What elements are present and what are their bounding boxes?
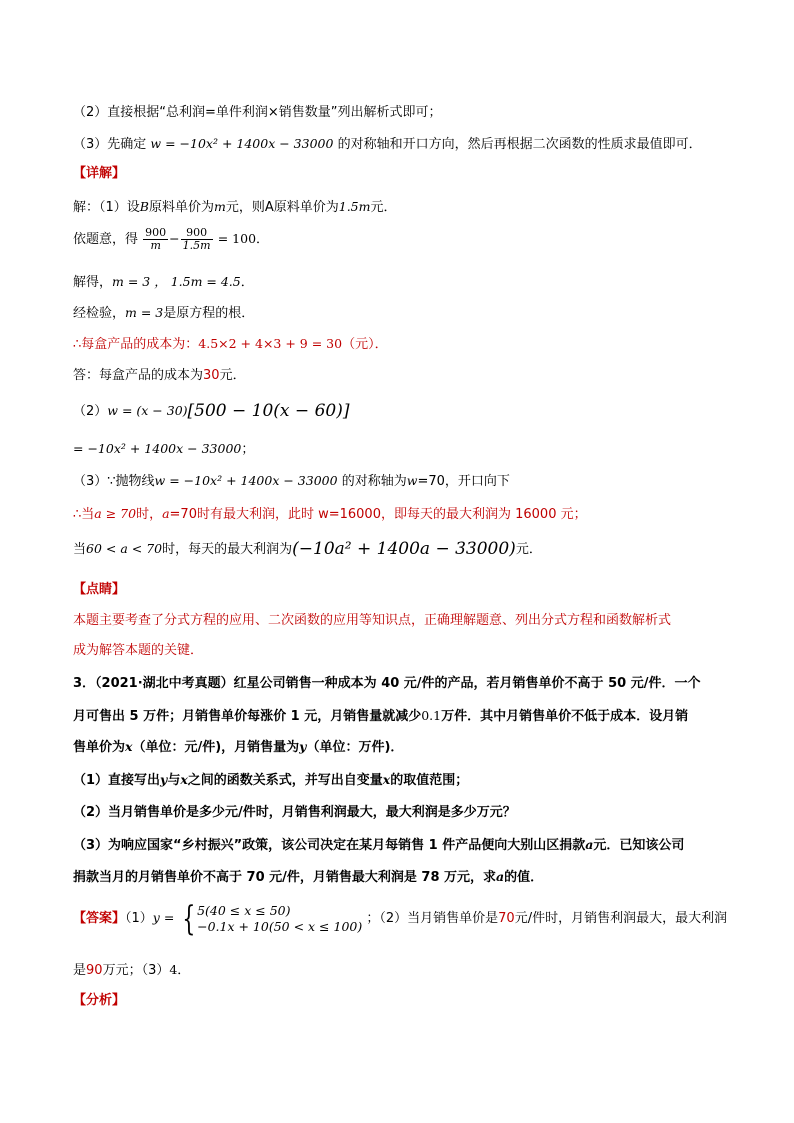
text: 元．	[219, 368, 246, 383]
text: 万元；（3）	[102, 963, 170, 978]
var: y	[160, 772, 168, 787]
text: （1）直接写出	[73, 773, 161, 788]
formula: = −10x² + 1400x − 33000	[73, 441, 242, 456]
text: ∴每盒产品的成本为：	[73, 337, 199, 352]
value: 70	[498, 911, 515, 926]
section-heading-answer: 【答案】	[73, 911, 126, 926]
text: 解：（1）设	[73, 200, 140, 215]
denominator: m	[150, 239, 161, 252]
section-heading-point: 【点睛】	[73, 582, 126, 597]
formula: [500 − 10(x − 60)]	[187, 401, 350, 421]
w-expanded-line	[73, 440, 254, 459]
section-heading-detail: 【详解】	[73, 166, 126, 181]
text: （1）	[125, 911, 153, 926]
section-heading-analysis: 【分析】	[73, 993, 126, 1008]
formula: w = −10x² + 1400x − 33000	[150, 136, 334, 151]
text: （3）∵抛物线	[73, 474, 155, 489]
formula: = 100	[217, 231, 257, 246]
question-3-sub3-line-2	[73, 868, 543, 887]
value: 90	[86, 963, 103, 978]
var: 1.5m	[338, 199, 371, 214]
summary-line-1: 本题主要考查了分式方程的应用、二次函数的应用等知识点，正确理解题意、列出分式方程和函数解析式	[73, 613, 672, 628]
text: 是原方程的根．	[163, 306, 255, 321]
text: 是	[73, 963, 87, 978]
text: ．	[177, 963, 191, 978]
question-3-sub2: （2）当月销售单价是多少元/件时，月销售利润最大，最大利润是多少万元？	[73, 805, 516, 820]
text: 元．已知该公司	[593, 838, 685, 853]
question-3-sub1	[73, 771, 468, 790]
formula: 4.5×2 + 4×3 + 9 = 30	[198, 336, 343, 351]
formula: y =	[152, 910, 175, 925]
var: a	[496, 869, 505, 884]
text: 之间的函数关系式，并写出自变量	[187, 773, 383, 788]
case-line-1	[73, 505, 587, 524]
parabola-line	[73, 472, 510, 491]
value: 0.1	[421, 708, 442, 723]
text: =70时有最大利润，此时 w=16000，即每天的最大利润为 16000 元；	[169, 507, 587, 522]
text: 的对称轴为	[341, 474, 407, 489]
operator: −	[169, 231, 180, 246]
text: 当	[73, 542, 87, 557]
answer-line-1	[73, 367, 246, 385]
value: 30	[203, 368, 220, 383]
var: x	[382, 772, 391, 787]
formula: a ≥ 70	[94, 506, 137, 521]
case-2: −0.1x + 10(50 < x ≤ 100)	[197, 918, 363, 934]
text: 捐款当月的月销售单价不高于 70 元/件，月销售最大利润是 78 万元，求	[73, 870, 497, 885]
text: 元．	[370, 200, 397, 215]
fraction-2	[181, 227, 213, 252]
solve-line	[73, 273, 254, 292]
var: a	[162, 506, 170, 521]
text: 元，则A原料单价为	[225, 200, 339, 215]
text: （2）	[73, 404, 108, 419]
text: 售单价为	[73, 740, 126, 755]
text: ∴当	[73, 507, 95, 522]
question-3-sub3-line-1	[73, 836, 684, 855]
text: 时，	[136, 507, 163, 522]
var: y	[299, 739, 307, 754]
text: （单位：元/件)，月销售量为	[132, 740, 300, 755]
solution-line-1	[73, 198, 397, 217]
text: 经检验，	[73, 306, 126, 321]
w-expression-line	[73, 402, 349, 421]
var: m	[213, 199, 226, 214]
text: 元．	[515, 542, 542, 557]
denominator: 1.5m	[182, 239, 211, 252]
text: 解得，	[73, 275, 113, 290]
text: （3）为响应国家“乡村振兴”政策，该公司决定在某月每销售 1 件产品便向大别山区捐款	[73, 838, 586, 853]
text-line-part2-hint	[73, 104, 442, 122]
text-line-part3-hint	[73, 135, 702, 154]
text: ．	[256, 232, 270, 247]
piecewise-function	[178, 898, 363, 939]
text: （单位：万件)．	[306, 740, 404, 755]
text: 与	[167, 773, 181, 788]
text: 万件．其中月销售单价不低于成本．设月销	[441, 709, 689, 724]
answer-line-q3-continued	[73, 961, 190, 980]
quote: “总利润=单件利润×销售数量”	[159, 105, 338, 120]
var: x	[180, 772, 188, 787]
fraction-1	[143, 227, 168, 252]
cost-line	[73, 335, 388, 354]
text: 原料单价为	[148, 200, 214, 215]
text: 月可售出 5 万件；月销售单价每涨价 1 元，月销售量就减少	[73, 709, 422, 724]
var: x	[125, 739, 133, 754]
text: =70，开口向下	[417, 474, 510, 489]
formula: m = 3	[125, 305, 164, 320]
text: 的取值范围；	[390, 773, 469, 788]
brace: {	[182, 898, 196, 939]
text: （元）．	[342, 337, 388, 352]
var: w	[406, 473, 418, 488]
formula: w = −10x² + 1400x − 33000	[154, 473, 338, 488]
var: a	[585, 837, 594, 852]
numerator: 900	[145, 226, 167, 239]
case-line-2	[73, 540, 542, 559]
text: （3）先确定	[73, 137, 147, 152]
value: 4	[169, 962, 178, 977]
summary-line-2: 成为解答本题的关键．	[73, 643, 204, 658]
formula: m = 3 ， 1.5m = 4.5	[112, 274, 241, 289]
var: B	[139, 199, 149, 214]
text: （2）直接根据	[73, 105, 160, 120]
text: 列出解析式即可；	[337, 105, 442, 120]
formula: w = (x − 30)	[107, 403, 188, 418]
question-3-line-3	[73, 738, 403, 757]
question-3-line-1: 3．（2021·湖北中考真题）红星公司销售一种成本为 40 元/件的产品，若月销售单价不高于 50 元/件．一个	[73, 676, 701, 691]
text: 元/件时，月销售利润最大，最大利润	[514, 911, 728, 926]
text: 答：每盒产品的成本为	[73, 368, 204, 383]
formula: (−10a² + 1400a − 33000)	[292, 539, 516, 559]
text: 依题意，得	[73, 232, 139, 247]
answer-line-q3	[73, 898, 727, 939]
text: 的对称轴和开口方向，然后再根据二次函数的性质求最值即可．	[337, 137, 702, 152]
numerator: 900	[181, 227, 213, 240]
equation-line	[73, 226, 269, 253]
case-1: 5(40 ≤ x ≤ 50)	[197, 902, 291, 918]
text: 时，每天的最大利润为	[162, 542, 293, 557]
text: ；	[241, 442, 255, 457]
cases	[197, 903, 362, 935]
text: ；（2）当月销售单价是	[366, 911, 499, 926]
text: 的值．	[504, 870, 544, 885]
formula: 60 < a < 70	[86, 541, 163, 556]
check-line	[73, 304, 254, 323]
question-3-line-2	[73, 707, 688, 726]
text: ．	[240, 275, 254, 290]
